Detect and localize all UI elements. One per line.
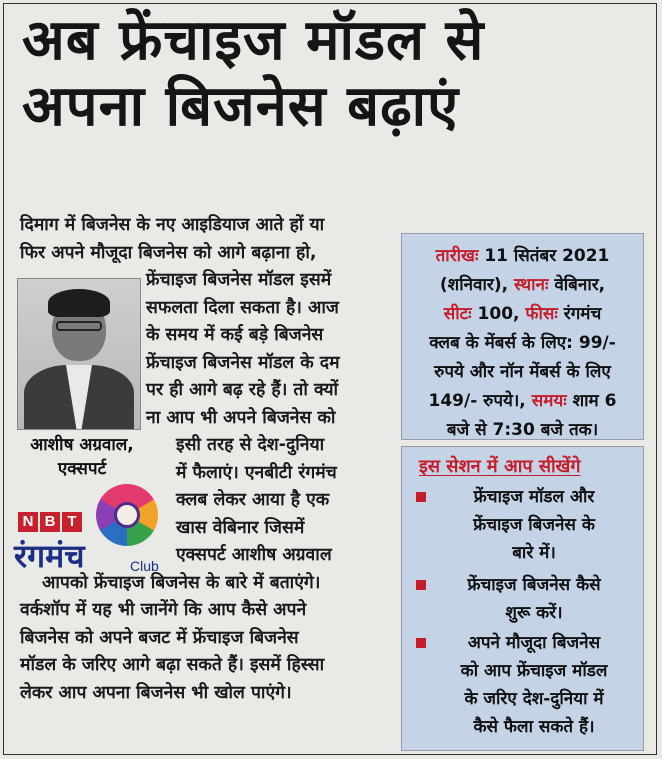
nbt-rangmanch-logo <box>12 482 172 582</box>
info-line-3 <box>402 300 643 329</box>
seats-label: सीटः <box>443 304 472 324</box>
learnings-title: इस सेशन में आप सीखेंगे <box>419 456 581 477</box>
learning-line: शुरू करें। <box>505 603 563 623</box>
event-info-box <box>401 233 644 440</box>
info-line-1 <box>402 242 643 271</box>
bullet-square-icon <box>416 638 426 648</box>
date-label: तारीखः <box>435 246 479 266</box>
fee-value: रंगमंच <box>563 304 602 324</box>
body-line: फ्रेंचाइज बिजनेस मॉडल के दम <box>146 352 340 373</box>
headline <box>22 8 642 140</box>
body-line: बिजनेस को अपने बजट में फ्रेंचाइज बिजनेस <box>20 627 299 648</box>
body-line: सफलता दिला सकता है। आज <box>146 297 339 318</box>
session-learnings-box <box>401 446 644 751</box>
body-line: फ्रेंचाइज बिजनेस मॉडल इसमें <box>146 270 332 290</box>
body-line: पर ही आगे बढ़ रहे हैं। तो क्यों <box>146 380 339 400</box>
caption-role: एक्सपर्ट <box>57 459 107 479</box>
learning-line: को आप फ्रेंचाइज मॉडल <box>460 661 608 681</box>
bullet-square-icon <box>416 580 426 590</box>
photo-glasses <box>56 321 102 331</box>
expert-photo <box>17 278 141 430</box>
info-line-5: रुपये और नॉन मेंबर्स के लिए <box>434 362 611 382</box>
body-line: खास वेबिनार जिसमें <box>176 517 305 538</box>
date-value: 11 सितंबर 2021 <box>484 246 610 266</box>
nbt-letter: N <box>18 512 38 532</box>
headline-line-2: अपना बिजनेस बढ़ाएं <box>22 74 460 139</box>
day-value: (शनिवार), <box>439 275 509 295</box>
time-value: शाम 6 <box>572 391 617 411</box>
body-line: मॉडल के जरिए आगे बढ़ा सकते हैं। इसमें हिस्सा <box>20 655 325 675</box>
caption-name: आशीष अग्रवाल, <box>30 435 134 455</box>
learning-item <box>416 483 638 567</box>
fee-label: फीसः <box>525 304 558 324</box>
body-line: एक्सपर्ट आशीष अग्रवाल <box>176 545 332 565</box>
learning-line: बारे में। <box>512 543 556 563</box>
headline-line-1: अब फ्रेंचाइज मॉडल से <box>22 8 485 73</box>
body-line: आपको फ्रेंचाइज बिजनेस के बारे में बताएंगे। <box>42 572 321 593</box>
seats-value: 100, <box>477 304 520 324</box>
photo-hair <box>48 289 110 317</box>
learning-line: फ्रेंचाइज मॉडल और <box>473 487 595 507</box>
rose-logo-icon <box>96 484 158 546</box>
photo-caption <box>18 433 146 481</box>
place-label: स्थानः <box>513 275 549 295</box>
body-line: में फैलाएं। एनबीटी रंगमंच <box>176 462 337 483</box>
body-line: लेकर आप अपना बिजनेस भी खोल पाएंगे। <box>20 682 292 703</box>
time-label: समयः <box>531 391 567 411</box>
fee-nonmember: 149/- रुपये।, <box>428 391 526 411</box>
info-line-2 <box>402 271 643 300</box>
info-line-4: क्लब के मेंबर्स के लिए: 99/- <box>429 333 616 353</box>
learning-line: फ्रेंचाइज बिजनेस कैसे <box>467 575 601 595</box>
body-line: के समय में कई बड़े बिजनेस <box>146 325 324 345</box>
body-line: इसी तरह से देश-दुनिया <box>176 435 325 455</box>
learning-line: के जरिए देश-दुनिया में <box>464 689 604 709</box>
club-text: Club <box>130 558 159 574</box>
rangmanch-text: रंगमंच <box>14 537 85 575</box>
info-line-6 <box>402 387 643 416</box>
learning-line: फ्रेंचाइज बिजनेस के <box>473 515 595 535</box>
bullet-square-icon <box>416 492 426 502</box>
info-line-7: बजे से 7:30 बजे तक। <box>446 420 599 440</box>
learning-item <box>416 629 638 741</box>
learning-line: अपने मौजूदा बिजनेस <box>467 633 601 653</box>
body-line: क्लब लेकर आया है एक <box>176 490 330 510</box>
body-line: वर्कशॉप में यह भी जानेंगे कि आप कैसे अपने <box>20 600 307 620</box>
body-line: ना आप भी अपने बिजनेस को <box>146 407 336 428</box>
learning-line: कैसे फैला सकते हैं। <box>473 717 595 737</box>
place-value: वेबिनार, <box>554 275 606 295</box>
nbt-letter: B <box>40 512 60 532</box>
learning-item <box>416 571 638 627</box>
body-line: दिमाग में बिजनेस के नए आइडियाज आते हों या <box>20 215 325 235</box>
nbt-letter: T <box>62 512 82 532</box>
nbt-badge <box>18 512 82 532</box>
body-line: फिर अपने मौजूदा बिजनेस को आगे बढ़ाना हो, <box>20 242 317 263</box>
